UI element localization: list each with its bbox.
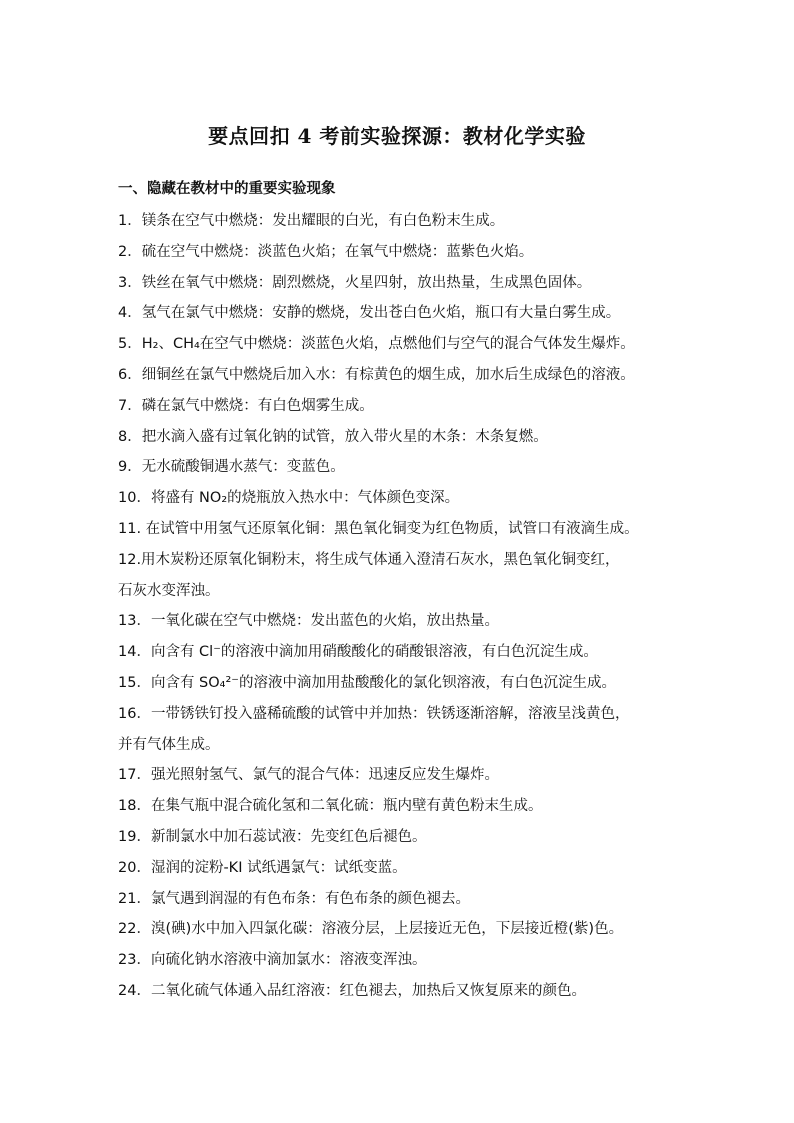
list-item: [118, 945, 678, 976]
list-item: [118, 298, 678, 329]
item-text: 24．二氧化硫气体通入品红溶液：红色褪去，加热后又恢复原来的颜色。: [118, 982, 586, 999]
item-text: 20．湿润的淀粉-KI 试纸遇氯气：试纸变蓝。: [118, 859, 407, 876]
list-item: [118, 822, 678, 853]
list-item: [118, 452, 678, 483]
item-text: 6．细铜丝在氯气中燃烧后加入水：有棕黄色的烟生成，加水后生成绿色的溶液。: [118, 366, 635, 383]
list-item: [118, 329, 678, 360]
experiment-list: [118, 206, 678, 1007]
list-item: [118, 206, 678, 237]
list-item: [118, 545, 678, 607]
item-text: 23．向硫化钠水溶液中滴加氯水：溶液变浑浊。: [118, 952, 427, 969]
list-item: [118, 637, 678, 668]
list-item: [118, 422, 678, 453]
list-item: [118, 791, 678, 822]
list-item: [118, 699, 678, 761]
item-text: 21．氯气遇到润湿的有色布条：有色布条的颜色褪去。: [118, 890, 470, 907]
item-text: 5．H₂、CH₄在空气中燃烧：淡蓝色火焰，点燃他们与空气的混合气体发生爆炸。: [118, 336, 635, 353]
item-text: 17．强光照射氢气、氯气的混合气体：迅速反应发生爆炸。: [118, 767, 499, 784]
item-text: 18．在集气瓶中混合硫化氢和二氧化硫：瓶内壁有黄色粉末生成。: [118, 798, 543, 815]
item-text: 13．一氧化碳在空气中燃烧：发出蓝色的火焰，放出热量。: [118, 613, 499, 630]
item-text: 16．一带锈铁钉投入盛稀硫酸的试管中并加热：铁锈逐渐溶解，溶液呈浅黄色，: [118, 705, 630, 722]
list-item: [118, 237, 678, 268]
item-text: 3．铁丝在氧气中燃烧：剧烈燃烧，火星四射，放出热量，生成黑色固体。: [118, 274, 592, 291]
list-item: [118, 483, 678, 514]
item-text-continuation: 并有气体生成。: [118, 736, 220, 753]
list-item: [118, 360, 678, 391]
item-text: 10．将盛有 NO₂的烧瓶放入热水中：气体颜色变深。: [118, 490, 460, 507]
list-item: [118, 514, 678, 545]
page-title: 要点回扣 4 考前实验探源：教材化学实验: [208, 124, 586, 148]
item-text: 9．无水硫酸铜遇水蒸气：变蓝色。: [118, 459, 345, 476]
list-item: [118, 976, 678, 1007]
list-item: [118, 760, 678, 791]
list-item: [118, 606, 678, 637]
item-text: 14．向含有 Cl⁻的溶液中滴加用硝酸酸化的硝酸银溶液，有白色沉淀生成。: [118, 644, 598, 661]
list-item: [118, 884, 678, 915]
item-text: 7．磷在氯气中燃烧：有白色烟雾生成。: [118, 397, 374, 414]
list-item: [118, 853, 678, 884]
list-item: [118, 391, 678, 422]
section-heading: 一、隐藏在教材中的重要实验现象: [118, 181, 336, 197]
item-text: 1．镁条在空气中燃烧：发出耀眼的白光，有白色粉末生成。: [118, 213, 505, 229]
item-text: 19．新制氯水中加石蕊试液：先变红色后褪色。: [118, 828, 427, 845]
item-text: 15．向含有 SO₄²⁻的溶液中滴加用盐酸酸化的氯化钡溶液，有白色沉淀生成。: [118, 674, 616, 691]
item-text: 2．硫在空气中燃烧：淡蓝色火焰；在氧气中燃烧：蓝紫色火焰。: [118, 243, 534, 260]
item-text-continuation: 石灰水变浑浊。: [118, 582, 220, 599]
list-item: [118, 914, 678, 945]
item-text: 4．氢气在氯气中燃烧：安静的燃烧，发出苍白色火焰，瓶口有大量白雾生成。: [118, 305, 621, 322]
list-item: [118, 668, 678, 699]
item-text: 12.用木炭粉还原氧化铜粉末，将生成气体通入澄清石灰水，黑色氧化铜变红，: [118, 551, 620, 568]
item-text: 22．溴(碘)水中加入四氯化碳：溶液分层，上层接近无色，下层接近橙(紫)色。: [118, 921, 624, 938]
list-item: [118, 268, 678, 299]
item-text: 11. 在试管中用氢气还原氧化铜：黑色氧化铜变为红色物质，试管口有液滴生成。: [118, 520, 639, 537]
item-text: 8．把水滴入盛有过氧化钠的试管，放入带火星的木条：木条复燃。: [118, 428, 548, 445]
